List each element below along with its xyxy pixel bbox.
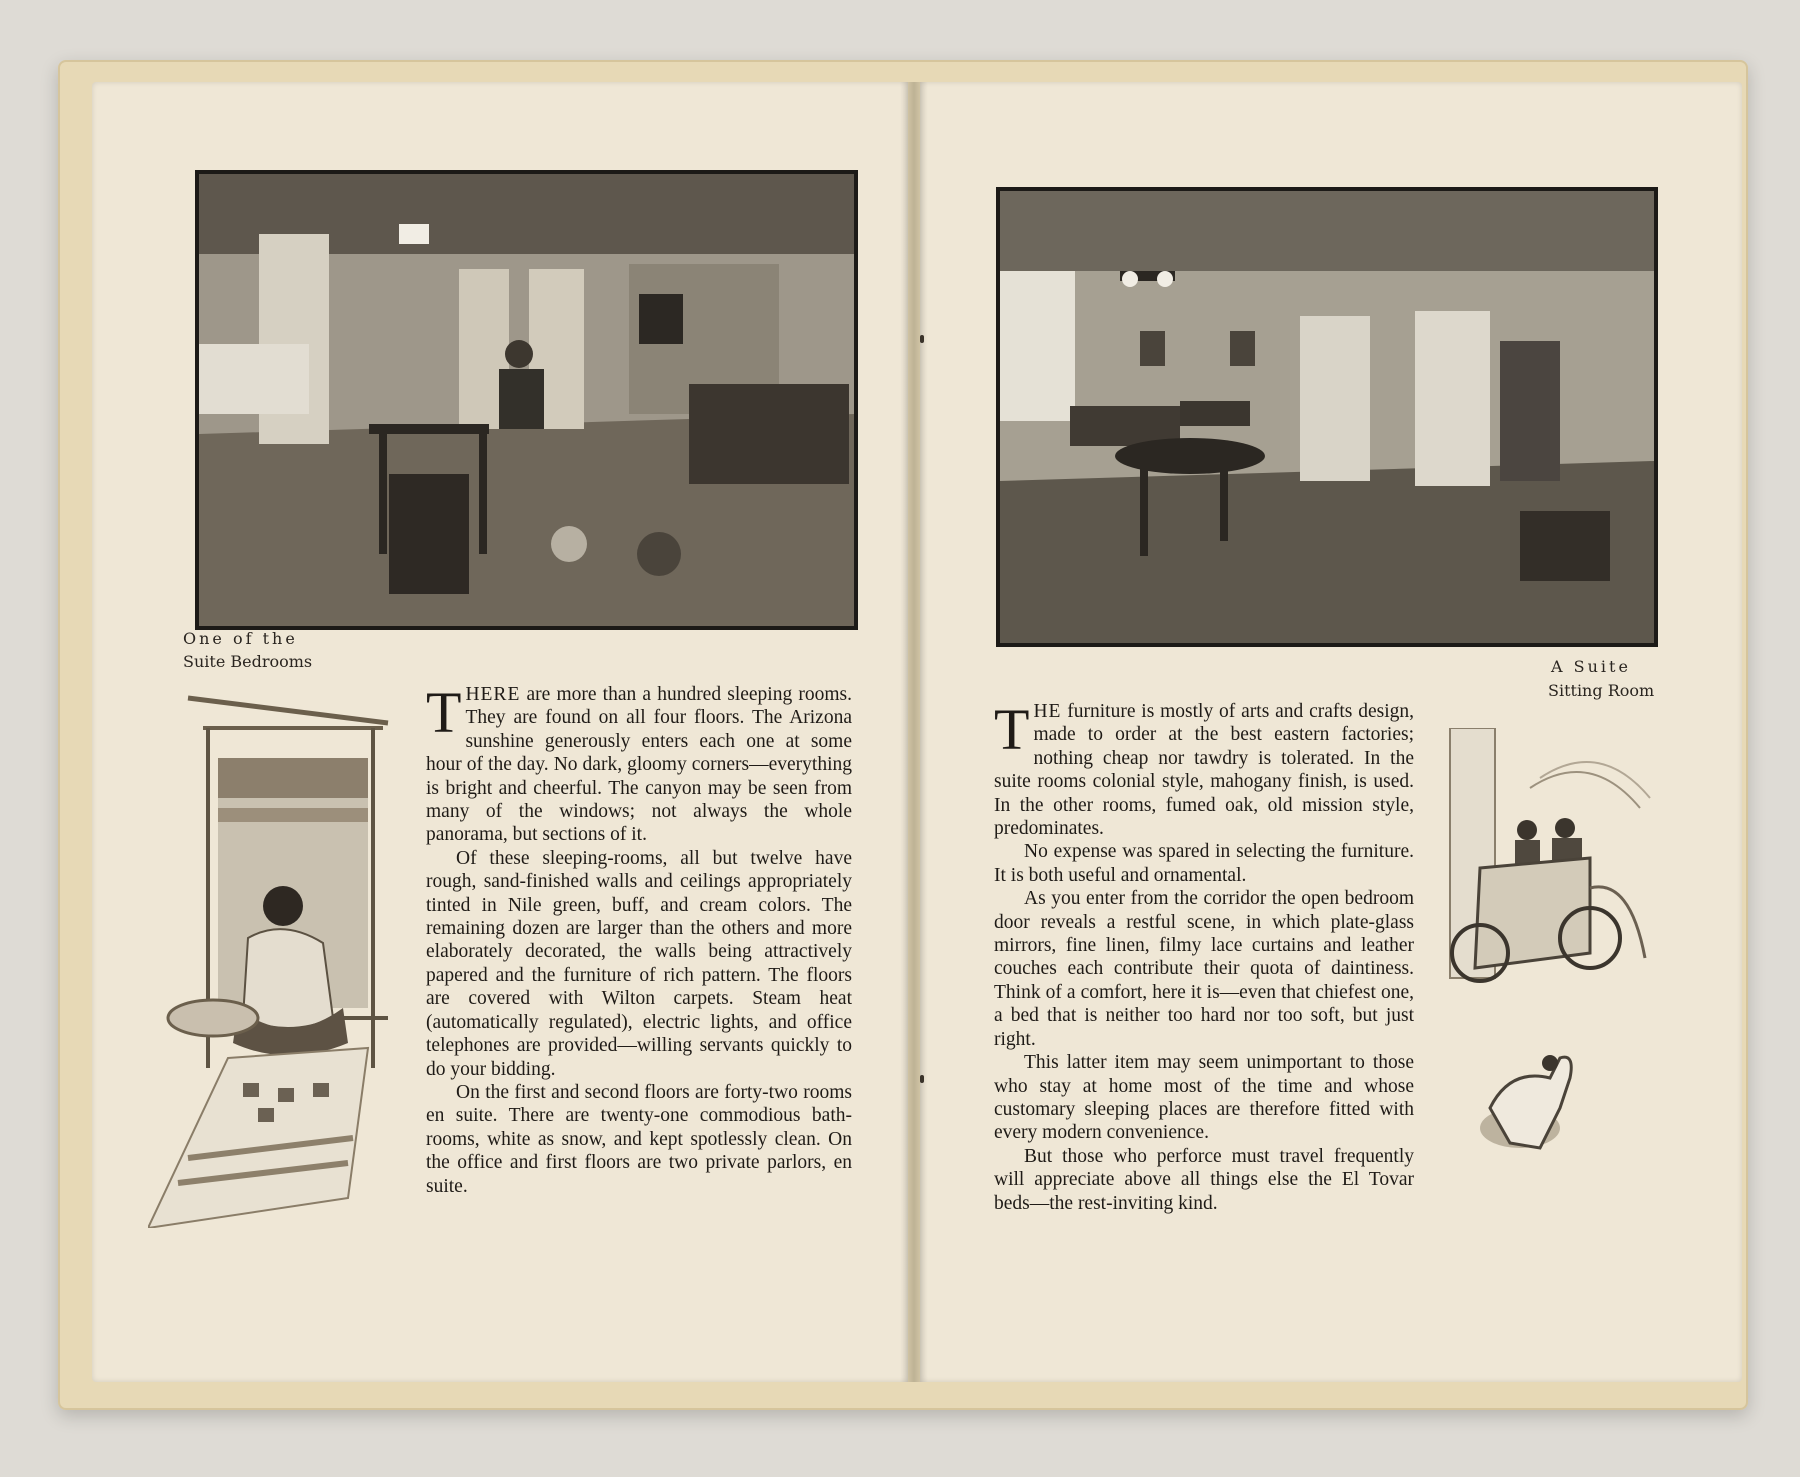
spine-gutter	[900, 82, 928, 1382]
right-paragraph-1	[994, 697, 1414, 840]
paragraph-text: are more than a hundred sleeping rooms. They are found on all four floors. The Arizona sunshine generously enters each one at some hour of the day. No dark, gloomy corners—everything is bright and cheerful. The canyon may be seen from many of the windows; not always the whole panorama, but sections of it.	[426, 684, 852, 846]
lead-word: HERE	[465, 684, 521, 705]
right-paragraph-4: This latter item may seem unimportant to those who stay at home most of the time and whose customary sleeping places are therefore fitted with every modern convenience.	[994, 1052, 1414, 1144]
left-paragraph-1	[426, 680, 852, 847]
left-paragraph-3: On the first and second floors are forty-two rooms en suite. There are twenty-one commodious bath-rooms, white as snow, and kept spotlessly clean. On the office and first floors are two private parlors, en suite.	[426, 1081, 852, 1197]
right-body-text	[994, 697, 1414, 1215]
binding-stitch	[920, 335, 924, 343]
sitting-room-caption-line2: Sitting Room	[1548, 681, 1655, 700]
left-paragraph-2: Of these sleeping-rooms, all but twelve have rough, sand-finished walls and ceilings appropriately tinted in Nile green, buff, and cream colors. The remaining dozen are larger than the others and more elaborately decorated, the walls being attractively papered and the furniture of rich pattern. The floors are covered with Wilton carpets. Steam heat (automatically regulated), electric lights, and office telephones are provided—willing servants quickly to do your bidding.	[426, 847, 852, 1080]
bedroom-caption-line2: Suite Bedrooms	[183, 652, 313, 671]
lead-word: HE	[1033, 701, 1062, 722]
paragraph-text: furniture is mostly of arts and crafts design, made to order at the best eastern factories; nothing cheap nor tawdry is tolerated. In the suite rooms colonial style, mahogany finish, is used. In the other rooms, fumed oak, old mission style, predominates.	[994, 701, 1414, 840]
navajo-weaver-illustration	[148, 688, 393, 1228]
right-paragraph-5: But those who perforce must travel frequently will appreciate above all things else the El Tovar beds—the rest-inviting kind.	[994, 1145, 1414, 1214]
right-paragraph-3: As you enter from the corridor the open bedroom door reveals a restful scene, in which plate-glass mirrors, fine linen, filmy lace curtains and leather couches each contribute their quota of daintiness. Think of a comfort, here it is—even that chiefest one, a bed that is neither too hard nor too soft, but just right.	[994, 888, 1414, 1050]
stagecoach-illustration	[1440, 728, 1655, 1168]
bedroom-caption-line1: One of the	[183, 629, 298, 648]
drop-cap: T	[994, 697, 1030, 762]
bedroom-photo	[195, 170, 858, 630]
binding-stitch	[920, 1075, 924, 1083]
sitting-room-caption-line1: A Suite	[1551, 657, 1631, 676]
sitting-room-photo	[996, 187, 1658, 647]
drop-cap: T	[426, 680, 462, 745]
right-paragraph-2: No expense was spared in selecting the furniture. It is both useful and ornamental.	[994, 841, 1414, 886]
left-body-text	[426, 680, 852, 1198]
